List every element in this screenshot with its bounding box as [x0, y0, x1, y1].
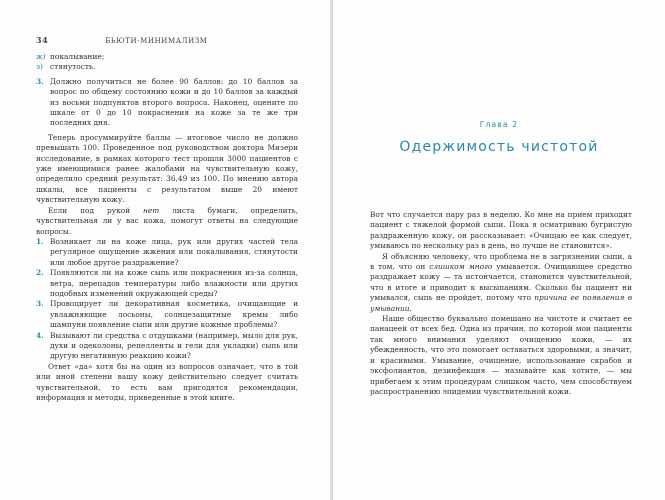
question-item [36, 237, 298, 268]
question-item [36, 331, 298, 362]
paragraph: Теперь просуммируйте баллы — итоговое число не должно превышать 100. Проведенное под руководством доктора Мизери исследование, в рамках которого тест прошли 3000 пациентов с уже имеющимися ранее жалобами на чувствительную кожу, определило средний результат: 36,49 из 100. По мнению автора шкалы, все пациенты с результатом выше 20 имеют чувствительную кожу. [36, 132, 298, 205]
right-page [333, 0, 665, 500]
paragraph: Наше общество буквально помешано на чистоте и считает ее панацеей от всех бед. Одна из причин, по которой мои пациенты так много внимания уделяют очищению кожи, — их убежденность, что это помогает оставаться здоровыми, а значит, и красивыми. Умывание, очищение, использование скрабов и эксфолиантов, дезинфекция — называйте как хотите, — мы прибегаем к этим процедурам слишком часто, чем способствуем распространению эпидемии чувствительной кожи. [370, 314, 632, 396]
emphasis: слишком много [429, 262, 493, 272]
item-text: Должно получиться не более 90 баллов: до 10 баллов за вопрос по общему состоянию кожи и до 10 баллов за каждый из восьми подпунктов второго вопроса. Наконец, оцените по шкале от 0 до 10 покраснения на коже за те же три последних дня. [50, 76, 298, 128]
right-body [370, 210, 632, 397]
sub-item-text: покалывание; [50, 52, 105, 61]
paragraph: Если под рукой нет листа бумаги, определить, чувствительная ли у вас кожа, помогут ответы на следующие вопросы. [36, 205, 298, 236]
question-text: Появляются ли на коже сыпь или покраснения из-за солнца, ветра, перепадов температуры либо влажности или других подобных изменений окружающей среды? [50, 268, 298, 298]
book-title: БЬЮТИ-МИНИМАЛИЗМ [105, 37, 208, 45]
question-number: 2. [36, 268, 44, 278]
left-body [36, 52, 298, 403]
emphasis: причина ее появления в умывании [370, 293, 632, 313]
question-number: 4. [36, 330, 44, 340]
left-page [0, 0, 332, 500]
question-number: 1. [36, 236, 44, 246]
sub-item [36, 62, 298, 72]
question-item [36, 268, 298, 299]
question-text: Вызывают ли средства с отдушками (например, мыло для рук, духи и одеколоны, репелленты и гели для укладки) сыпь или другую негативную реакцию кожи? [50, 330, 298, 361]
sub-item-text: стянутость. [50, 62, 96, 72]
emphasis: нет [143, 205, 160, 215]
question-text: Возникает ли на коже лица, рук или других частей тела регулярное ощущение жжения или покалывания, стянутости или любое другое раздражение? [50, 236, 298, 267]
chapter-label: Глава 2 [479, 120, 519, 129]
paragraph: Ответ «да» хотя бы на один из вопросов означает, что в той или иной степени вашу кожу действительно следует считать чувствительной, то есть вам пригодятся рекомендации, информация и методы, приведенные в этой книге. [36, 361, 298, 402]
chapter-title: Одержимость чистотой [399, 139, 599, 155]
sub-item-letter: з) [36, 62, 43, 72]
paragraph: Я объясняю человеку, что проблема не в загрязнении сыпи, а в том, что он слишком много умывается. Очищающее средство раздражает кожу — та истончается, становится чувствительной, что в итоге и приводит к высыпаниям. Сколько бы пациент ни умывался, сыпь не пройдет, потому что причина ее появления в умывании. [370, 251, 632, 313]
page-number: 34 [36, 35, 49, 45]
item-number: 3. [36, 76, 44, 86]
sub-item [36, 52, 298, 62]
question-text: Провоцирует ли декоративная косметика, очищающие и увлажняющие лосьоны, солнцезащитные кремы либо шампуни появление сыпи или другие кожные проблемы? [50, 299, 298, 330]
question-number: 3. [36, 299, 44, 309]
running-head [36, 35, 296, 45]
numbered-item [36, 77, 298, 129]
sub-item-letter: ж) [36, 52, 46, 61]
paragraph: Вот что случается пару раз в неделю. Ко мне на прием приходит пациент с тяжелой формой сыпи. Пока я осматриваю бугристую раздраженную кожу, он рассказывает: «Очищаю ее как следует, умываюсь по нескольку раз в день, но лучше не становится». [370, 210, 632, 251]
question-item [36, 299, 298, 330]
